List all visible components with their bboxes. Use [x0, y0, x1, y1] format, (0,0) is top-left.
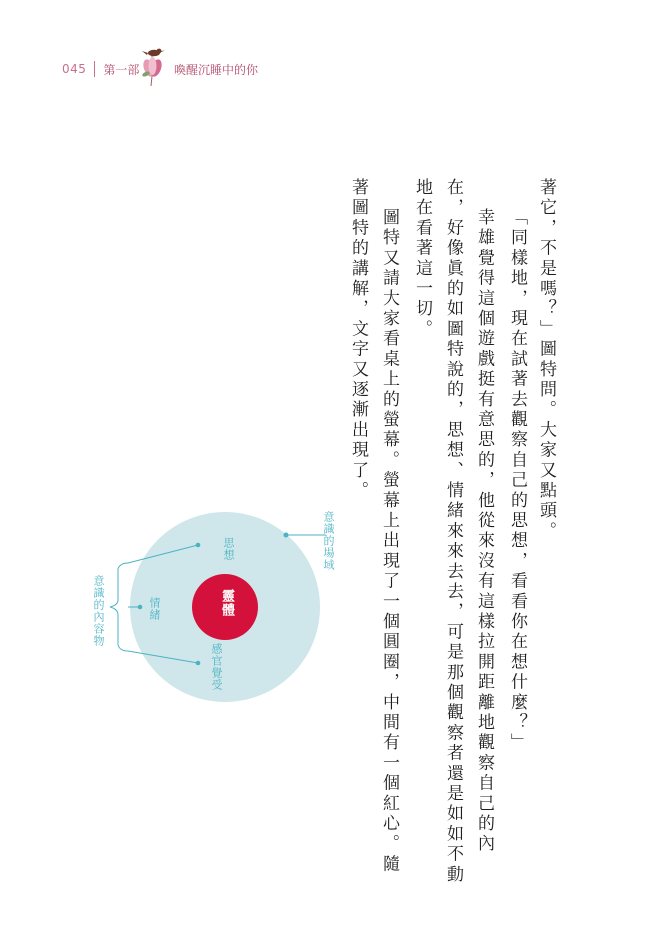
item-emotion: 情緒	[148, 597, 161, 621]
text-column: 在，好像眞的如圖特說的，思想、情緒來來去去，可是那個觀察者還是如如不動	[443, 178, 463, 885]
text-column: 著它，不是嗎？」圖特問。大家又點頭。	[536, 178, 556, 542]
content-label: 意識的內容物	[92, 575, 105, 647]
contents-bracket	[110, 563, 128, 651]
running-header	[62, 58, 139, 80]
text-column: 幸雄覺得這個遊戲挺有意思的，他從來沒有這樣拉開距離地觀察自己的內	[474, 208, 494, 855]
chapter-title: 喚醒沉睡中的你	[174, 63, 259, 77]
text-column: 圖特又請大家看桌上的螢幕。螢幕上出現了一個圓圈，中間有一個紅心。隨	[379, 208, 399, 875]
center-label: 靈體	[219, 589, 234, 617]
item-dot	[196, 543, 201, 548]
item-dot	[196, 661, 201, 666]
text-column: 地在看著這一切。	[412, 178, 432, 340]
part-label: 第一部	[103, 62, 140, 77]
header-divider	[94, 61, 95, 77]
item-senses-label: 感官覺受	[210, 643, 223, 691]
item-dot	[138, 605, 143, 610]
bird-on-flower-icon	[135, 44, 169, 88]
text-column: 「同樣地，現在試著去觀察自己的思想，看看你在想什麼？」	[507, 208, 527, 754]
consciousness-diagram	[80, 505, 340, 720]
page-number: 045	[62, 62, 87, 76]
field-label: 意識的場域	[322, 511, 335, 571]
field-leader-dot	[284, 533, 289, 538]
item-thought: 思想	[222, 537, 235, 561]
text-column: 著圖特的講解，文字又逐漸出現了。	[348, 178, 368, 502]
item-senses	[208, 643, 224, 691]
